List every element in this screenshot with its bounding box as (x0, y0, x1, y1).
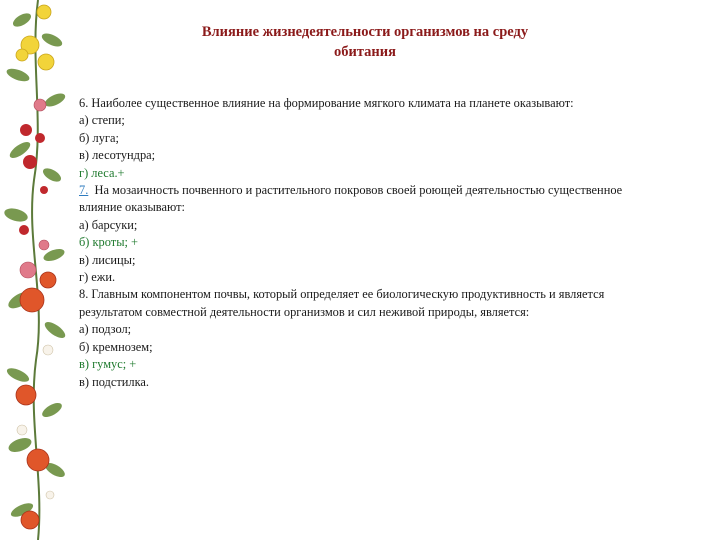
correct-answer-line: б) кроты; + (79, 235, 139, 250)
text-line: 6. Наиболее существенное влияние на формирование мягкого климата на планете оказывают: (79, 96, 574, 110)
text-line: в) подстилка. (79, 374, 150, 389)
text-line: б) луга; (79, 130, 119, 145)
text-line: г) ежи. (79, 270, 116, 285)
text-line: результатом совместной деятельности организмов и сил неживой природы, является: (79, 304, 530, 319)
correct-answer-line: г) леса.+ (79, 165, 125, 180)
slide-title-line-1: Влияние жизнедеятельности организмов на среду (201, 24, 529, 40)
question-number-link[interactable]: 7. (79, 183, 89, 198)
correct-answer-line: в) гумус; + (79, 357, 137, 372)
text-line: в) лисицы; (79, 252, 136, 267)
text-line (79, 182, 704, 199)
text-line: 8. Главным компонентом почвы, который определяет ее биологическую продуктивность и является (79, 287, 605, 302)
text-line: в) лесотундра; (79, 148, 156, 163)
floral-border-decoration (0, 0, 72, 540)
text-line: а) степи; (79, 113, 125, 128)
question-list (79, 95, 704, 391)
text-line: влияние оказывают: (79, 200, 185, 215)
text-line: а) барсуки; (79, 217, 138, 232)
question-text: На мозаичность почвенного и растительного покровов своей роющей деятельностью существенное (88, 183, 623, 198)
slide-title (150, 22, 580, 62)
text-line: а) подзол; (79, 322, 132, 337)
slide-title-line-2: обитания (334, 44, 396, 60)
text-line: б) кремнозем; (79, 339, 153, 354)
